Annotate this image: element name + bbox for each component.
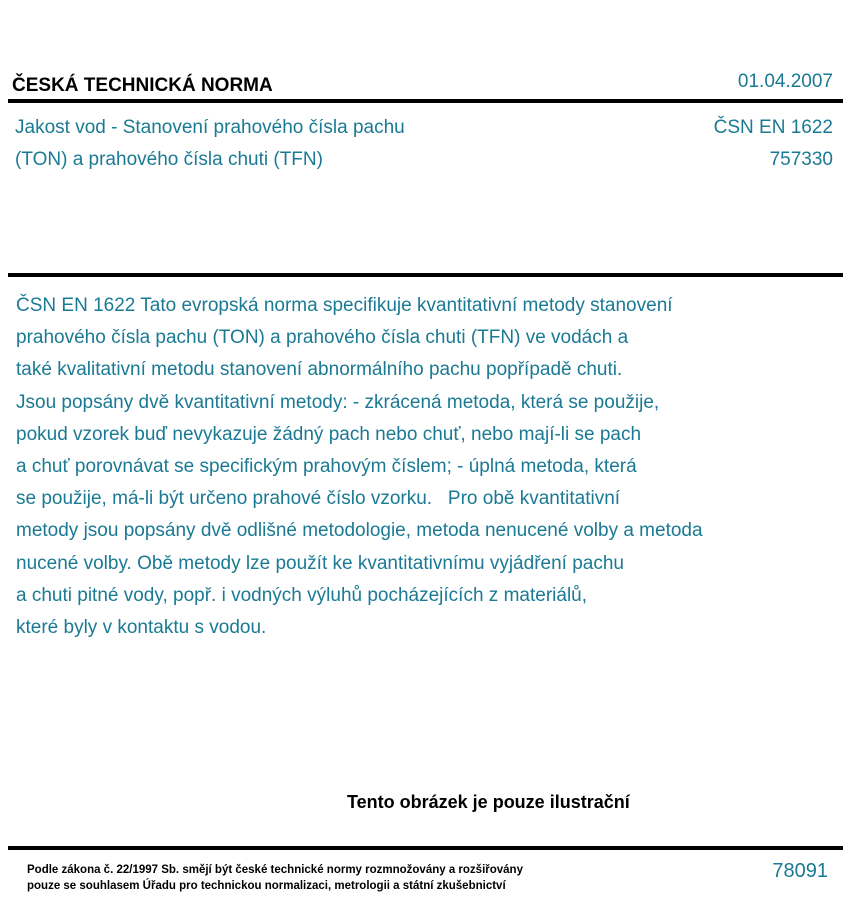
standard-title-line-2: (TON) a prahového čísla chuti (TFN): [15, 149, 323, 170]
legal-notice-line: Podle zákona č. 22/1997 Sb. smějí být české technické normy rozmnožovány a rozšiřovány: [27, 864, 523, 876]
catalog-number: 78091: [772, 860, 828, 882]
legal-notice: [27, 862, 523, 894]
abstract-line: které byly v kontaktu s vodou.: [16, 617, 267, 639]
abstract-line: ČSN EN 1622 Tato evropská norma specifikuje kvantitativní metody stanovení: [16, 295, 673, 316]
legal-notice-line: pouze se souhlasem Úřadu pro technickou normalizaci, metrologii a státní zkušebnictví: [27, 880, 506, 892]
abstract-line: nucené volby. Obě metody lze použít ke kvantitativnímu vyjádření pachu: [16, 552, 624, 574]
abstract-line: a chuť porovnávat se specifickým prahovým číslem; - úplná metoda, která: [16, 456, 637, 478]
publication-date: 01.04.2007: [737, 71, 833, 92]
abstract-line: pokud vzorek buď nevykazuje žádný pach nebo chuť, nebo mají-li se pach: [16, 423, 642, 445]
illustration-notice: Tento obrázek je pouze ilustrační: [347, 792, 630, 812]
abstract-line: také kvalitativní metodu stanovení abnormálního pachu popřípadě chuti.: [16, 359, 623, 381]
classification-number: 757330: [769, 149, 833, 170]
abstract-line: prahového čísla pachu (TON) a prahového čísla chuti (TFN) ve vodách a: [16, 327, 629, 349]
title-rule: [8, 273, 843, 277]
abstract-text: [16, 290, 816, 644]
abstract-line: metody jsou popsány dvě odlišné metodologie, metoda nenucené volby a metoda: [16, 520, 703, 542]
abstract-line: a chuti pitné vody, popř. i vodných výluhů pocházejících z materiálů,: [16, 584, 588, 606]
abstract-line: se použije, má-li být určeno prahové číslo vzorku. Pro obě kvantitativní: [16, 488, 621, 510]
footer-rule: [8, 846, 843, 850]
document-type-heading: ČESKÁ TECHNICKÁ NORMA: [12, 75, 273, 96]
abstract-line: Jsou popsány dvě kvantitativní metody: - zkrácená metoda, která se použije,: [16, 391, 660, 413]
header-rule: [8, 99, 843, 103]
standard-code: ČSN EN 1622: [713, 117, 833, 138]
standard-title-line-1: Jakost vod - Stanovení prahového čísla pachu: [15, 117, 405, 138]
